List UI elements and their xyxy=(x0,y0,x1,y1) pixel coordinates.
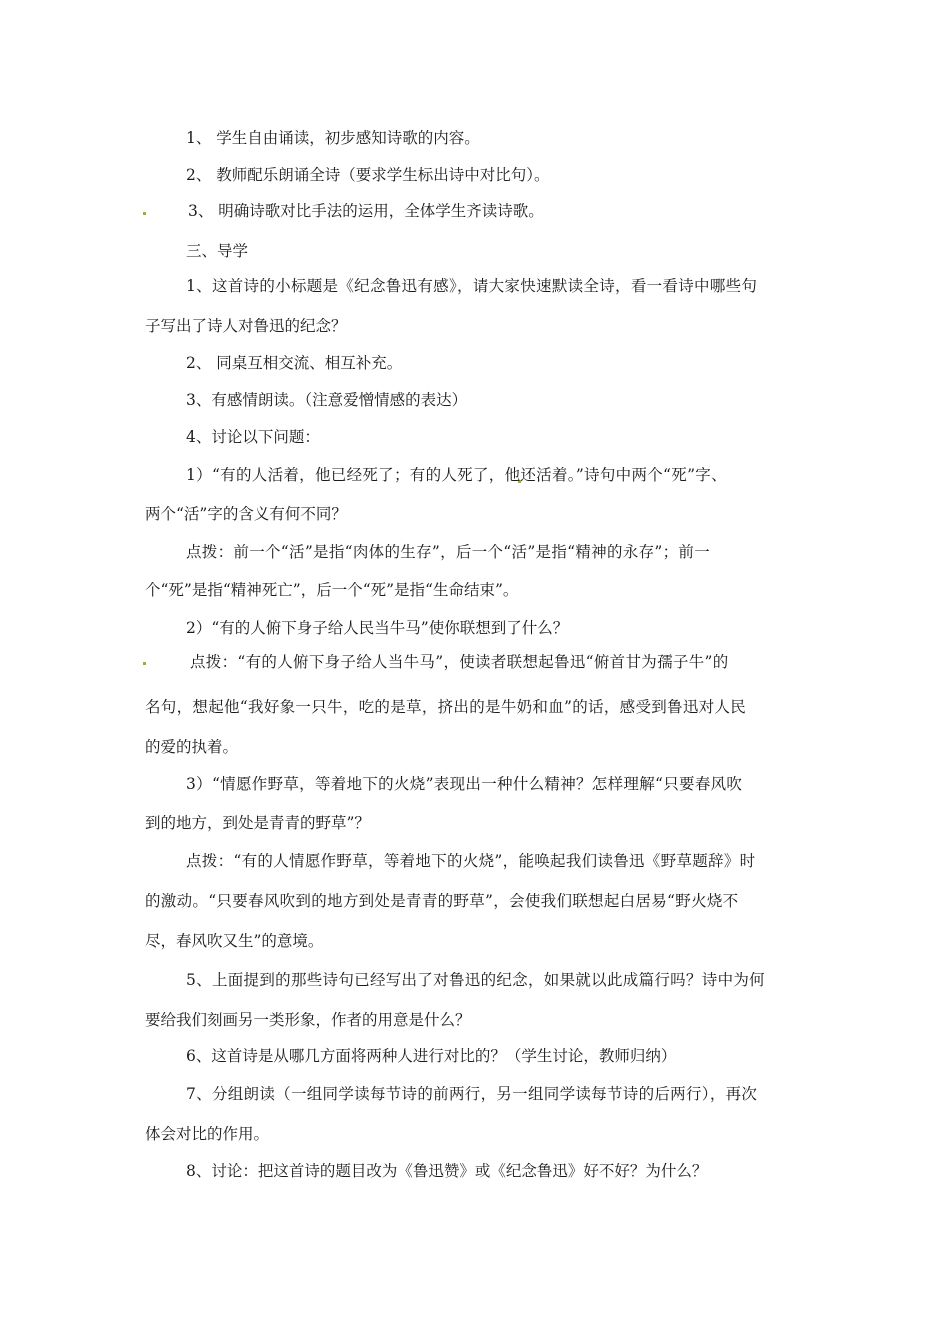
text-line: 1、 学生自由诵读，初步感知诗歌的内容。 xyxy=(186,129,480,147)
text-line: 4、讨论以下问题： xyxy=(186,428,320,446)
text-line: 2、 教师配乐朗诵全诗（要求学生标出诗中对比句）。 xyxy=(186,166,550,184)
text-line: 3、有感情朗读。（注意爱憎情感的表达） xyxy=(186,391,468,409)
text-line: 3、 明确诗歌对比手法的运用，全体学生齐读诗歌。 xyxy=(188,202,544,220)
text-line: 体会对比的作用。 xyxy=(145,1125,270,1143)
text-line: 2、 同桌互相交流、相互补充。 xyxy=(186,354,403,372)
text-line: 点拨：前一个“活”是指“肉体的生存”，后一个“活”是指“精神的永存”；前一 xyxy=(186,543,710,561)
text-line: 尽，春风吹又生”的意境。 xyxy=(145,932,324,950)
margin-mark xyxy=(143,662,146,665)
text-line: 1、这首诗的小标题是《纪念鲁迅有感》，请大家快速默读全诗，看一看诗中哪些句 xyxy=(186,277,758,295)
text-line: 7、分组朗读（一组同学读每节诗的前两行，另一组同学读每节诗的后两行），再次 xyxy=(186,1085,758,1103)
text-line: 名句，想起他“我好象一只牛，吃的是草，挤出的是牛奶和血”的话，感受到鲁迅对人民 xyxy=(145,698,747,716)
text-line: 1）“有的人活着，他已经死了；有的人死了，他还活着。”诗句中两个“死”字、 xyxy=(186,466,727,484)
text-line: 子写出了诗人对鲁迅的纪念？ xyxy=(145,317,347,335)
text-line: 5、上面提到的那些诗句已经写出了对鲁迅的纪念，如果就以此成篇行吗？诗中为何 xyxy=(186,971,765,989)
margin-mark xyxy=(143,212,146,215)
text-line: 到的地方，到处是青青的野草”？ xyxy=(145,814,370,832)
text-line: 点拨：“有的人俯下身子给人当牛马”，使读者联想起鲁迅“俯首甘为孺子牛”的 xyxy=(190,653,729,671)
text-line: 3）“情愿作野草，等着地下的火烧”表现出一种什么精神？怎样理解“只要春风吹 xyxy=(186,775,743,793)
text-line: 的爱的执着。 xyxy=(145,738,239,756)
text-line: 的激动。“只要春风吹到的地方到处是青青的野草”，会使我们联想起白居易“野火烧不 xyxy=(145,892,739,910)
text-line: 点拨：“有的人情愿作野草，等着地下的火烧”，能唤起我们读鲁迅《野草题辞》时 xyxy=(186,852,756,870)
text-line: 两个“活”字的含义有何不同？ xyxy=(145,505,347,523)
section-heading: 三、导学 xyxy=(186,242,249,260)
text-line: 要给我们刻画另一类形象，作者的用意是什么？ xyxy=(145,1011,471,1029)
text-line: 8、讨论：把这首诗的题目改为《鲁迅赞》或《纪念鲁迅》好不好？为什么？ xyxy=(186,1162,708,1180)
text-line: 2）“有的人俯下身子给人民当牛马”使你联想到了什么？ xyxy=(186,619,569,637)
text-line: 个“死”是指“精神死亡”，后一个“死”是指“生命结束”。 xyxy=(145,581,519,599)
text-line: 6、这首诗是从哪几方面将两种人进行对比的？（学生讨论，教师归纳） xyxy=(186,1047,677,1065)
